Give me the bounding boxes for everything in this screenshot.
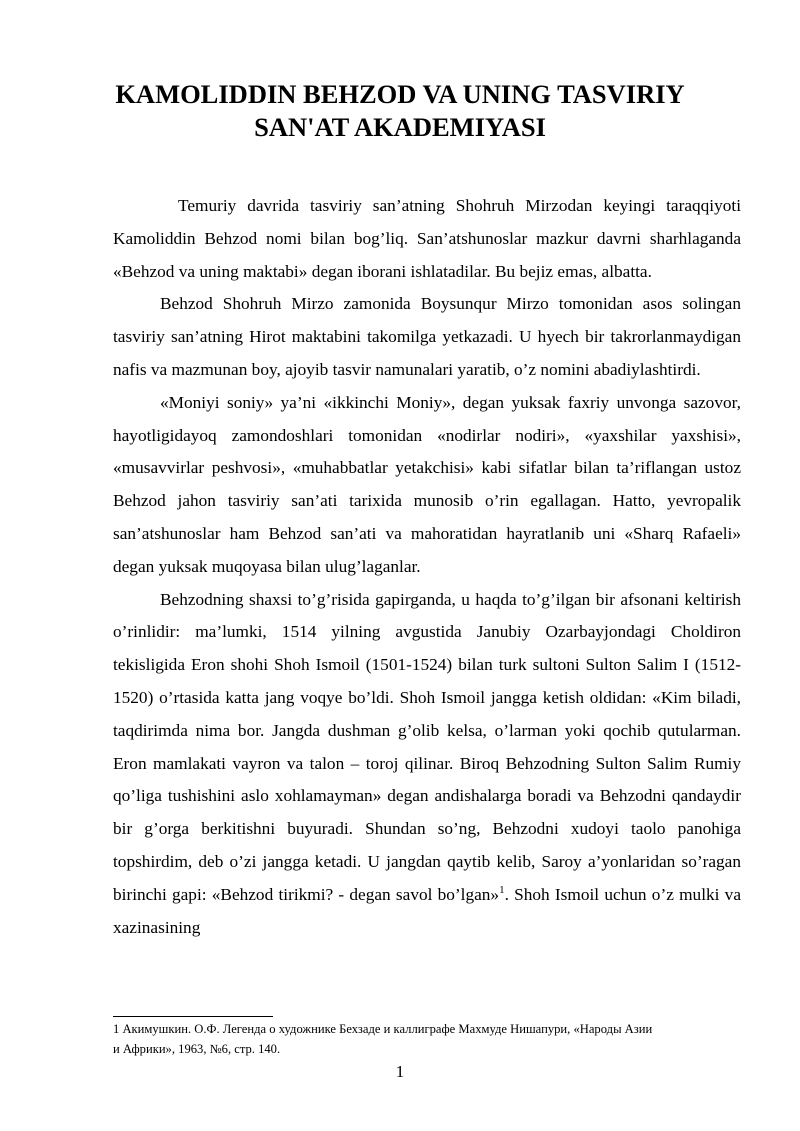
title-line-2: SAN'AT AKADEMIYASI	[254, 112, 546, 142]
footnote	[113, 1019, 741, 1059]
paragraph-3: «Moniyi soniy» ya’ni «ikkinchi Moniy», degan yuksak faxriy unvonga sazovor, hayotligidayoq zamondoshlari tomonidan «nodirlar nodiri», «yaxshilar yaxshisi», «musavvirlar peshvosi», «muhabbatlar yetakchisi» kabi sifatlar bilan ta’riflangan ustoz Behzod jahon tasviriy san’ati tarixida munosib o’rin egallagan. Hatto, yevropalik san’atshunoslar ham Behzod san’ati va mahoratidan hayratlanib uni «Sharq Rafaeli» degan yuksak muqoyasa bilan ulug’laganlar.	[113, 392, 741, 576]
paragraph-4	[113, 584, 741, 945]
page-title	[60, 78, 740, 144]
footnote-separator	[113, 1016, 273, 1017]
paragraph-4-continuation: . Shoh Ismoil uchun o’z mulki va xazinasining	[113, 884, 741, 937]
title-line-1: KAMOLIDDIN BEHZOD VA UNING TASVIRIY	[115, 79, 685, 109]
footnote-reference: 1	[499, 883, 505, 896]
paragraph-1: Temuriy davrida tasviriy san’atning Shohruh Mirzodan keyingi taraqqiyoti Kamoliddin Behzod nomi bilan bog’liq. San’atshunoslar mazkur davrni sharhlaganda «Behzod va uning maktabi» degan iborani ishlatadilar. Bu bejiz emas, albatta.	[113, 196, 741, 281]
footnote-line-1: 1 Акимушкин. О.Ф. Легенда о художнике Бехзаде и каллиграфе Махмуде Нишапури, «Народы Азии	[113, 1022, 653, 1036]
paragraph-2: Behzod Shohruh Mirzo zamonida Boysunqur Mirzo tomonidan asos solingan tasviriy san’atning Hirot maktabini takomilga yetkazadi. U hyech bir takrorlanmaydigan nafis va mazmunan boy, ajoyib tasvir namunalari yaratib, o’z nomini abadiylashtirdi.	[113, 294, 741, 379]
footnote-line-2: и Африки», 1963, №6, стр. 140.	[113, 1042, 281, 1056]
body-text	[113, 190, 741, 944]
page-number: 1	[395, 1062, 405, 1081]
paragraph-4-text: Behzodning shaxsi to’g’risida gapirganda, u haqda to’g’ilgan bir afsonani keltirish o’rinlidir: ma’lumki, 1514 yilning avgustida Janubiy Ozarbayjondagi Choldiron tekisligida Eron shohi Shoh Ismoil (1501-1524) bilan turk sultoni Sulton Salim I (1512-1520) o’rtasida katta jang voqye bo’ldi. Shoh Ismoil jangga ketish oldidan: «Kim biladi, taqdirimda nima bor. Jangda dushman g’olib kelsa, o’larman yoki qochib qutularman. Eron mamlakati vayron va talon – toroj qilinar. Biroq Behzodning Sulton Salim Rumiy qo’liga tushishini aslo xohlamayman» degan andishalarga boradi va Behzodni qandaydir bir g’orga berkitishni buyuradi. Shundan so’ng, Behzodni xudoyi taolo panohiga topshirdim, deb o’zi jangga ketadi. U jangdan qaytib kelib, Saroy a’yonlaridan so’ragan birinchi gapi: «Behzod tirikmi? - degan savol bo’lgan»	[113, 589, 741, 904]
